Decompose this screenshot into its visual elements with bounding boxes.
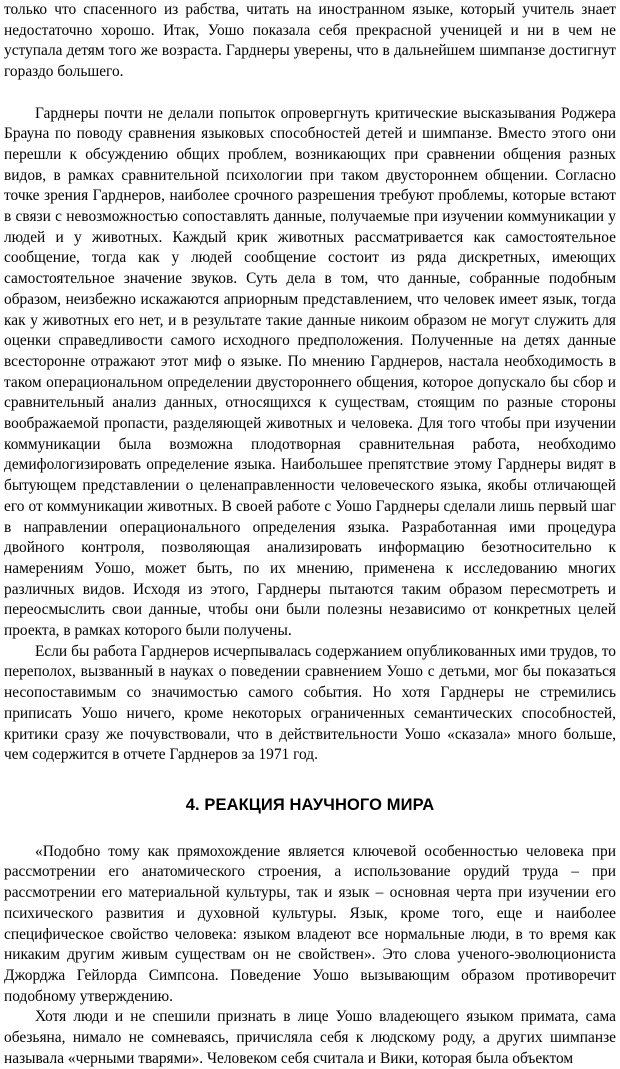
heading-gap-top (4, 766, 616, 795)
heading-gap-bottom (4, 816, 616, 842)
paragraph-2: Гарднеры почти не делали попыток опровергнуть критические высказывания Роджера Брауна по поводу сравнения языковых способностей детей и шимпанзе. Вместо этого они перешли к обсуждению общих проблем, возникающих при сравнении общения разных видов, в рамках сравнительной психологии при таком двустороннем общении. Согласно точке зрения Гарднеров, наиболее срочного разрешения требуют проблемы, которые встают в связи с невозможностью сопоставлять данные, получаемые при изучении коммуникации у людей и у животных. Каждый крик животных рассматривается как самостоятельное сообщение, тогда как у людей сообщение состоит из ряда дискретных, имеющих самостоятельное значение звуков. Суть дела в том, что данные, собранные подобным образом, неизбежно искажаются априорным представлением, что человек имеет язык, тогда как у животных его нет, и в результате такие данные никоим образом не могут служить для оценки справедливости самого исходного предположения. Полученные на детях данные всесторонне отражают этот миф о языке. По мнению Гарднеров, настала необходимость в таком операциональном определении двустороннего общения, которое допускало бы сбор и сравнительный анализ данных, относящихся к существам, стоящим по разные стороны воображаемой пропасти, разделяющей животных и человека. Для того чтобы при изучении коммуникации была возможна плодотворная сравнительная работа, необходимо демифологизировать определение языка. Наибольшее препятствие этому Гарднеры видят в бытующем представлении о целенаправленности человеческого языка, якобы отличающей его от коммуникации животных. В своей работе с Уошо Гарднеры сделали лишь первый шаг в направлении операционального определения языка. Разработанная ими процедура двойного контроля, позволяющая анализировать информацию безотносительно к намерениям Уошо, может быть, по их мнению, применена к исследованию многих различных видов. Исходя из этого, Гарднеры пытаются таким образом пересмотреть и переосмыслить свои данные, чтобы они были полезны независимо от конкретных целей проекта, в рамках которого были получены. (4, 104, 616, 640)
paragraph-3: Если бы работа Гарднеров исчерпывалась содержанием опубликованных ими трудов, то переполох, вызванный в науках о поведении сравнением Уошо с детьми, мог бы показаться несопоставимым со значимостью самого события. Но хотя Гарднеры не стремились приписать Уошо ничего, кроме некоторых ограниченных семантических способностей, критики сразу же почувствовали, что в действительности Уошо «сказала» много больше, чем содержится в отчете Гарднеров за 1971 год. (4, 642, 616, 764)
document-page (4, 0, 616, 1069)
paragraph-4: «Подобно тому как прямохождение является ключевой особенностью человека при рассмотрении его анатомического строения, а использование орудий труда – при рассмотрении его материальной культуры, так и язык – основная черта при изучении его психического развития и духовной культуры. Язык, кроме того, еще и наиболее специфическое свойство человека: языком владеют все нормальные люди, в то время как никаким другим живым существам он не свойствен». Это слова ученого-эволюциониста Джорджа Гейлорда Симпсона. Поведение Уошо вызывающим образом противоречит подобному утверждению. (4, 842, 616, 1005)
paragraph-gap (4, 83, 616, 104)
section-heading: 4. РЕАКЦИЯ НАУЧНОГО МИРА (185, 796, 435, 814)
paragraph-5: Хотя люди и не спешили признать в лице Уошо владеющего языком примата, сама обезьяна, нимало не сомневаясь, причисляла себя к людскому роду, а других шимпанзе называла «черными тварями». Человеком себя считала и Вики, которая была объектом (4, 1008, 616, 1067)
paragraph-1: только что спасенного из рабства, читать на иностранном языке, который учитель знает недостаточно хорошо. Итак, Уошо показала себя прекрасной ученицей и ни в чем не уступала детям того же возраста. Гарднеры уверены, что в дальнейшем шимпанзе достигнут гораздо большего. (4, 1, 616, 81)
